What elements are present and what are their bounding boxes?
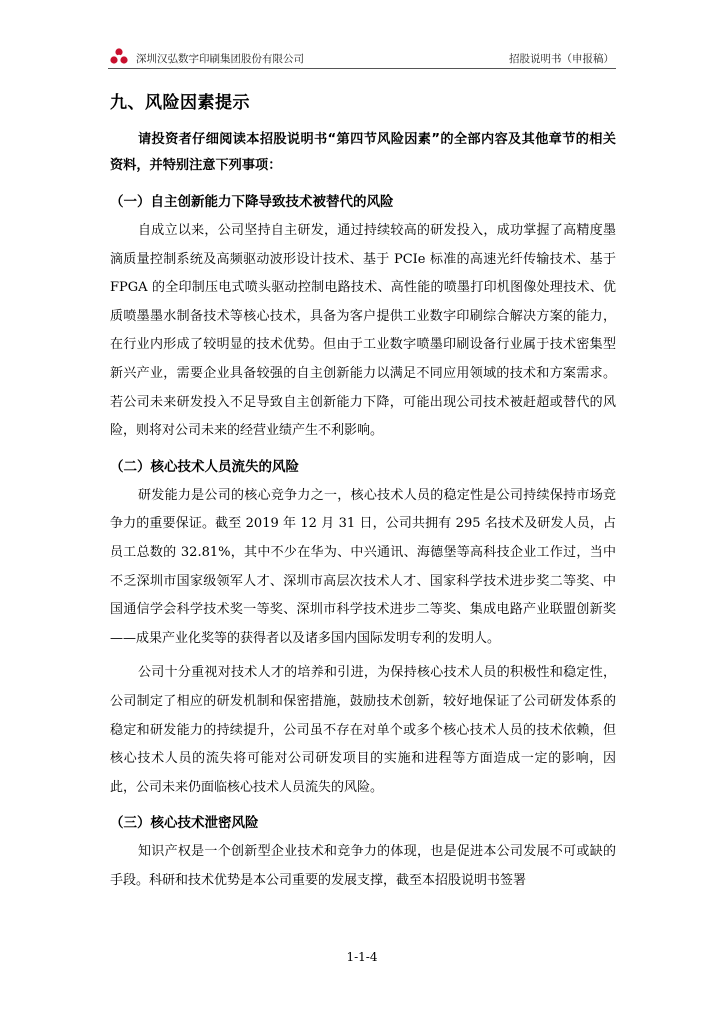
risk-1-paragraph-1: 自成立以来，公司坚持自主研发，通过持续较高的研发投入，成功掌握了高精度墨滴质量控制系统及高频驱动波形设计技术、基于 PCIe 标准的高速光纤传输技术、基于 FPGA 的全印制压电式喷头驱动控制电路技术、高性能的喷墨打印机图像处理技术、优质喷墨墨水制备技术等核心技术，具备为客户提供工业数字印刷综合解决方案的能力，在行业内形成了较明显的技术优势。但由于工业数字喷墨印刷设备行业属于技术密集型新兴产业，需要企业具备较强的自主创新能力以满足不同应用领域的技术和方案需求。若公司未来研发投入不足导致自主创新能力下降，可能出现公司技术被赶超或替代的风险，则将对公司未来的经营业绩产生不利影响。	[110, 223, 616, 439]
page-header	[108, 40, 616, 70]
risk-2-paragraph-1: 研发能力是公司的核心竞争力之一，核心技术人员的稳定性是公司持续保持市场竞争力的重要保证。截至 2019 年 12 月 31 日，公司共拥有 295 名技术及研发人员，占员工总数的 32.81%，其中不少在华为、中兴通讯、海德堡等高科技企业工作过，当中不乏深圳市国家级领军人才、深圳市高层次技术人才、国家科学技术进步奖二等奖、中国通信学会科学技术奖一等奖、深圳市科学技术进步二等奖、集成电路产业联盟创新奖——成果产业化奖等的获得者以及诸多国内国际发明专利的发明人。	[110, 487, 616, 646]
section-intro: 请投资者仔细阅读本招股说明书“第四节风险因素”的全部内容及其他章节的相关资料，并特别注意下列事项：	[110, 132, 616, 173]
section-title: 九、风险因素提示	[110, 93, 250, 113]
company-name: 深圳汉弘数字印刷集团股份有限公司	[136, 53, 304, 65]
page-content	[110, 88, 616, 905]
company-logo-icon	[108, 46, 130, 68]
page-number: 1-1-4	[346, 950, 378, 964]
risk-heading-2: （二）核心技术人员流失的风险	[110, 458, 299, 475]
risk-3-paragraph-1: 知识产权是一个创新型企业技术和竞争力的体现，也是促进本公司发展不可或缺的手段。科研和技术优势是本公司重要的发展支撑，截至本招股说明书签署	[110, 844, 616, 888]
document-type: 招股说明书（申报稿）	[509, 53, 614, 65]
risk-heading-3: （三）核心技术泄密风险	[110, 815, 259, 832]
risk-2-paragraph-2: 公司十分重视对技术人才的培养和引进，为保持核心技术人员的积极性和稳定性，公司制定了相应的研发机制和保密措施，鼓励技术创新，较好地保证了公司研发体系的稳定和研发能力的持续提升，公司虽不存在对单个或多个核心技术人员的技术依赖，但核心技术人员的流失将可能对公司研发项目的实施和进程等方面造成一定的影响，因此，公司未来仍面临核心技术人员流失的风险。	[110, 665, 616, 795]
header-divider	[108, 68, 616, 69]
risk-heading-1: （一）自主创新能力下降导致技术被替代的风险	[110, 194, 394, 210]
